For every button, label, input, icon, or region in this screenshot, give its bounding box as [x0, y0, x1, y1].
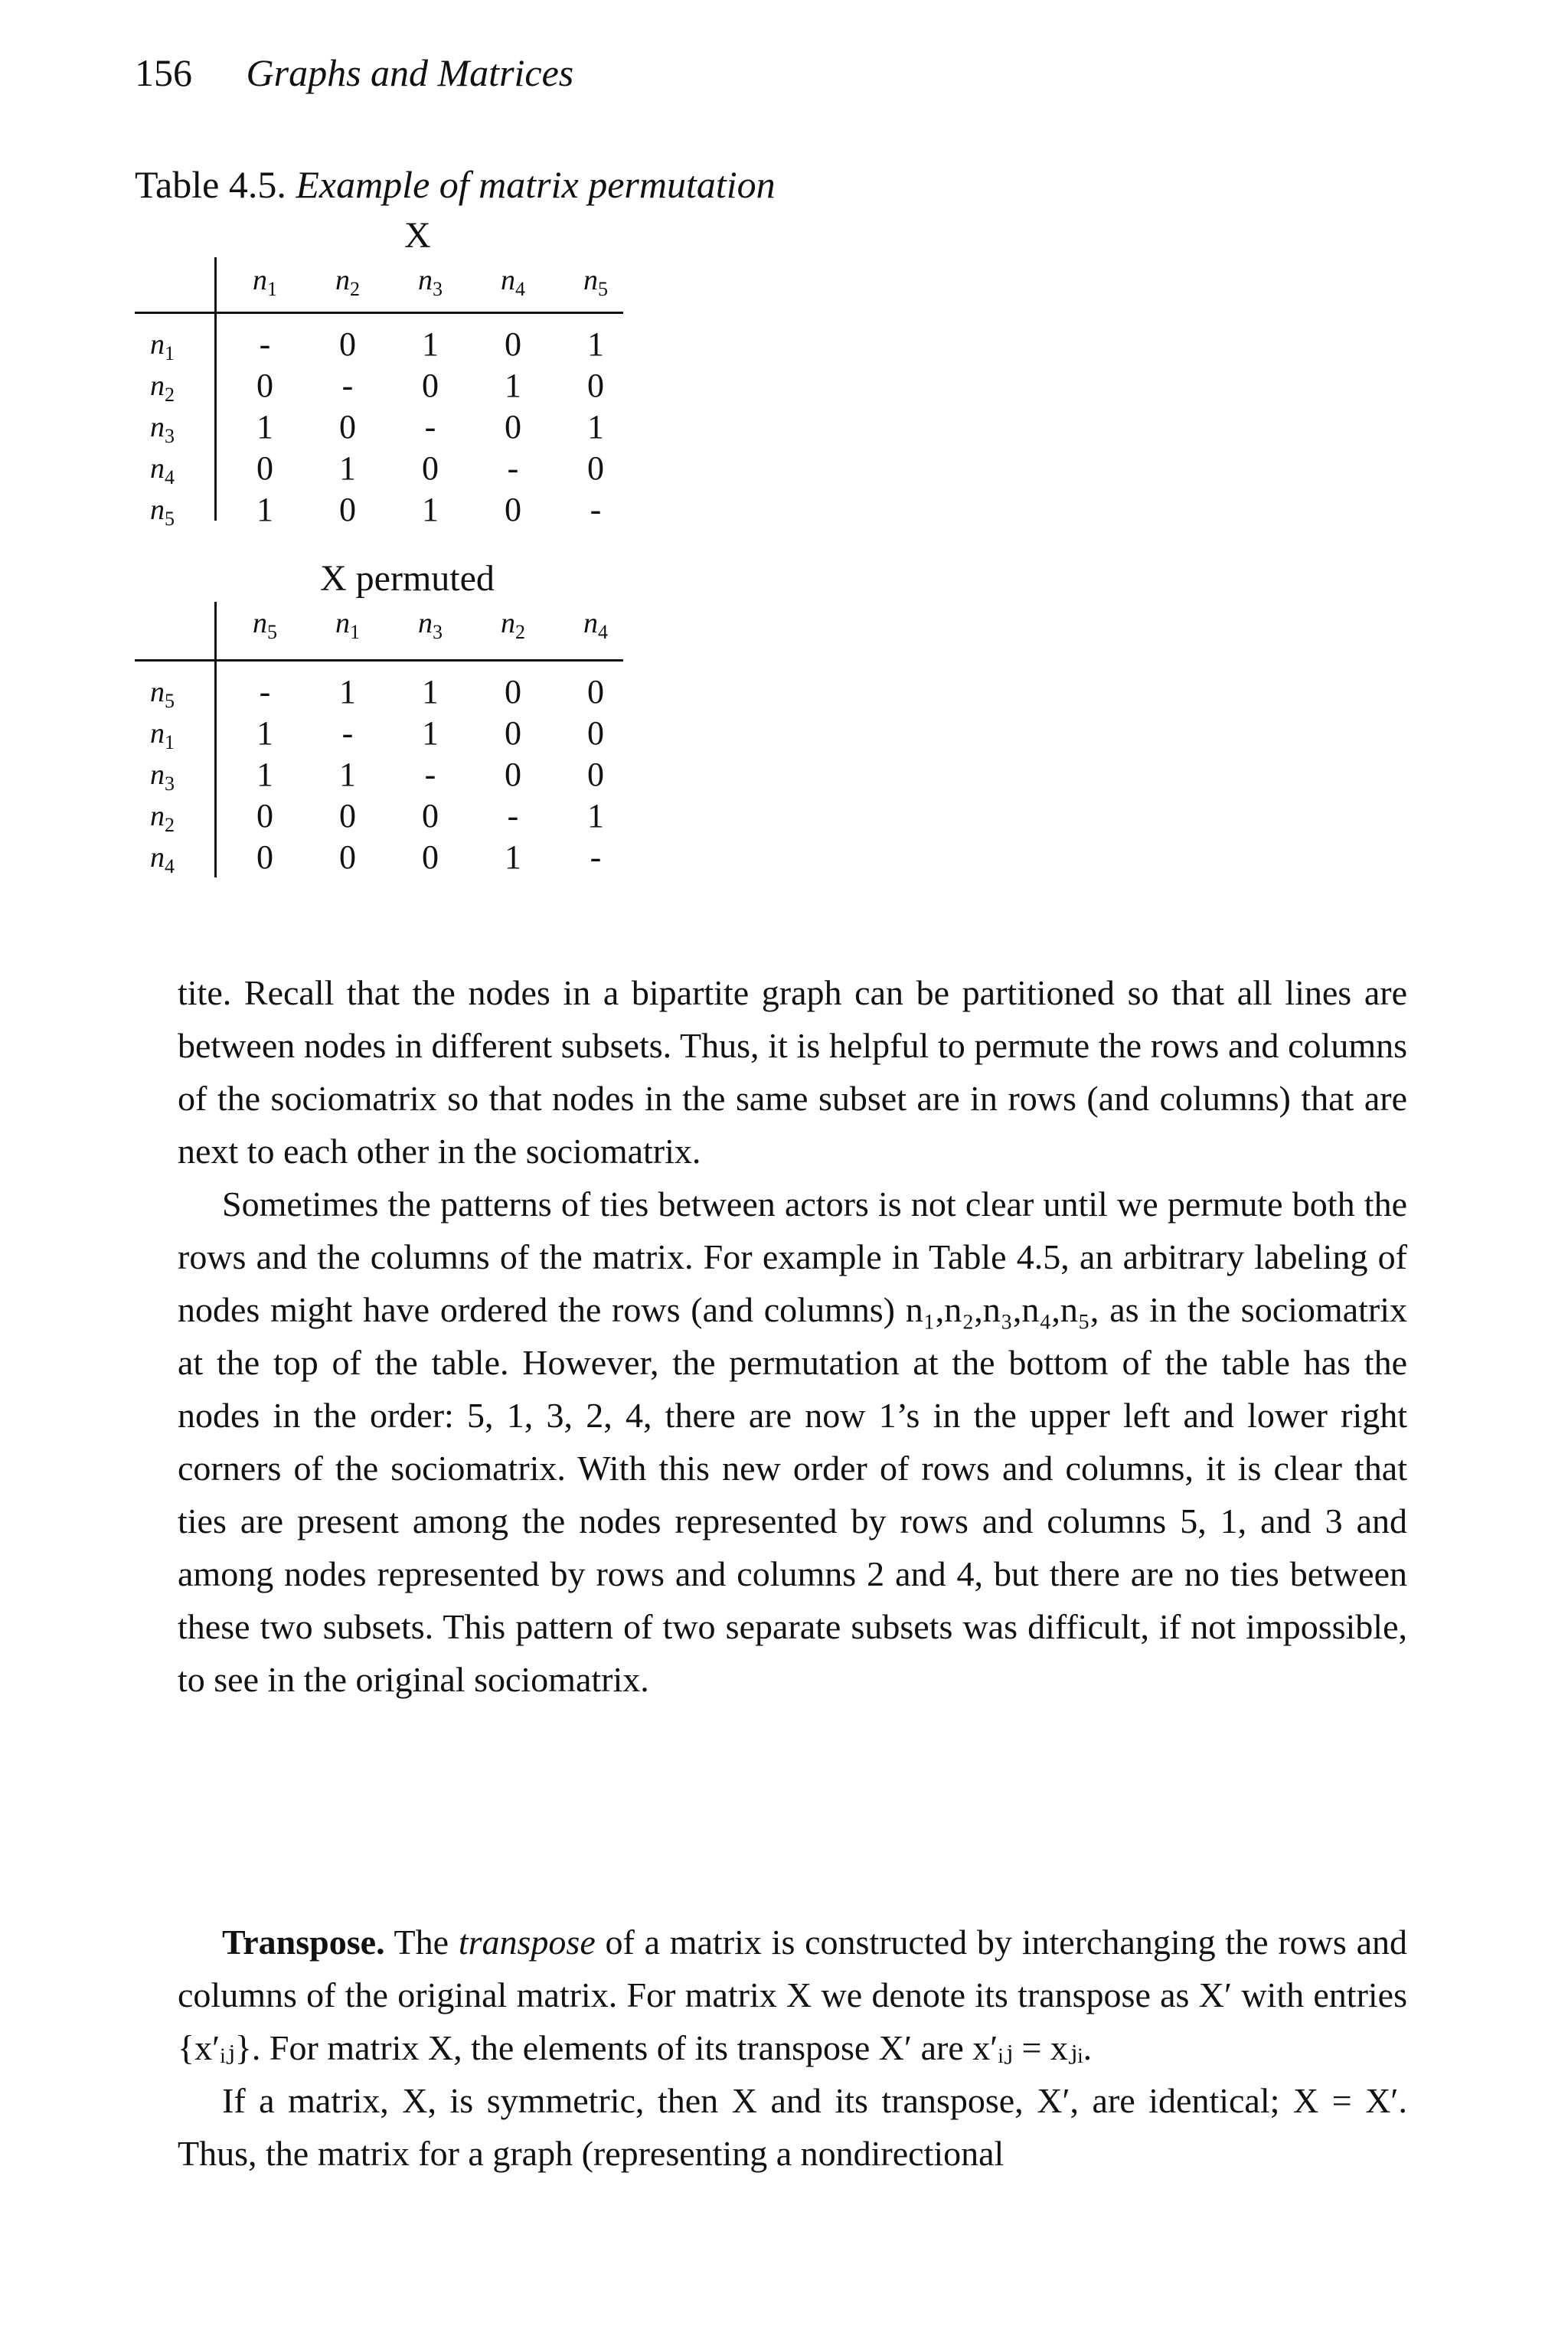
paragraph: If a matrix, X, is symmetric, then X and its transpose, X′, are identical; X = X′. Thus, the matrix for a graph (representing a nondirectional [178, 2081, 1407, 2173]
matrix-cell: 1 [339, 673, 356, 711]
row-label: $n_4$ [150, 841, 175, 877]
matrix-cell: - [259, 673, 271, 711]
column-header: $n_3$ [418, 264, 443, 300]
matrix-cell: 0 [422, 367, 439, 404]
column-header: $n_2$ [501, 607, 525, 643]
matrix-cell: 0 [587, 714, 604, 752]
matrix-cell: 0 [505, 491, 521, 528]
matrix-cell: 0 [587, 449, 604, 487]
matrix-cell: 1 [587, 408, 604, 446]
row-label: $n_2$ [150, 800, 175, 836]
text-run: of a matrix is constructed by interchanging the rows and columns of the original matrix. For matrix X we denote its transpose as X′ with entries {x′ᵢⱼ}. For matrix X, the elements of its transpose X′ are x′ᵢⱼ = xⱼᵢ. [178, 1923, 1407, 2067]
row-label: $n_4$ [150, 452, 175, 488]
matrix-cell: 0 [422, 838, 439, 876]
matrix-cell: - [341, 714, 354, 752]
matrix-cell: 1 [422, 673, 439, 711]
matrix-cell: 1 [256, 756, 273, 793]
matrix-cell: - [507, 797, 519, 835]
column-header: $n_4$ [501, 264, 525, 300]
matrix-cell: - [424, 408, 436, 446]
paragraph [178, 1916, 1407, 2074]
row-label: $n_3$ [150, 759, 175, 795]
matrix-divider-horizontal [135, 312, 623, 314]
table-caption [135, 162, 776, 207]
matrix-cell: - [259, 325, 271, 363]
page-header [135, 51, 573, 95]
matrix-cell: 0 [339, 797, 356, 835]
row-label: $n_2$ [150, 370, 175, 406]
body-text [178, 966, 1407, 1706]
matrix-cell: - [590, 491, 602, 528]
column-header: $n_5$ [253, 607, 277, 643]
matrix-cell: - [424, 756, 436, 793]
matrix-divider-vertical [214, 602, 217, 877]
table-caption-title: Example of matrix permutation [296, 163, 776, 206]
matrix-cell: 1 [422, 714, 439, 752]
column-header: $n_1$ [253, 264, 277, 300]
matrix-cell: 1 [339, 449, 356, 487]
column-header: $n_1$ [335, 607, 360, 643]
matrix-cell: 0 [505, 325, 521, 363]
matrix-cell: 0 [587, 367, 604, 404]
column-header: $n_4$ [583, 607, 608, 643]
row-label: $n_5$ [150, 676, 175, 712]
column-header: $n_5$ [583, 264, 608, 300]
matrix-cell: 1 [422, 325, 439, 363]
matrix-title: X permuted [320, 558, 495, 599]
table-caption-label: Table 4.5. [135, 163, 286, 206]
matrix-cell: 1 [256, 491, 273, 528]
matrix-cell: 0 [505, 756, 521, 793]
column-header: $n_3$ [418, 607, 443, 643]
matrix-cell: 1 [505, 367, 521, 404]
matrix-cell: 0 [339, 408, 356, 446]
row-label: $n_1$ [150, 328, 175, 364]
matrix-cell: 0 [422, 797, 439, 835]
matrix-divider-vertical [214, 257, 217, 521]
page-number: 156 [135, 51, 192, 94]
row-label: $n_1$ [150, 717, 175, 753]
matrix-cell: 0 [422, 449, 439, 487]
matrix-cell: 1 [422, 491, 439, 528]
matrix-cell: 0 [256, 449, 273, 487]
matrix-cell: 0 [339, 838, 356, 876]
matrix-cell: 1 [256, 408, 273, 446]
text-run: The [394, 1923, 449, 1962]
matrix-cell: 0 [505, 673, 521, 711]
transpose-section [178, 1916, 1407, 2180]
row-label: $n_3$ [150, 411, 175, 447]
matrix-divider-horizontal [135, 659, 623, 662]
matrix-cell: 0 [256, 838, 273, 876]
matrix-cell: - [507, 449, 519, 487]
matrix-cell: 0 [339, 491, 356, 528]
matrix-title: X [404, 215, 431, 256]
matrix-cell: - [341, 367, 354, 404]
paragraph: tite. Recall that the nodes in a bipartite graph can be partitioned so that all lines are between nodes in different subsets. Thus, it is helpful to permute the rows and columns of the sociomatrix so that nodes in the same subset are in rows (and columns) that are next to each other in the sociomatrix. [178, 973, 1407, 1171]
matrix-cell: 0 [256, 367, 273, 404]
matrix-cell: 0 [505, 714, 521, 752]
matrix-cell: 0 [339, 325, 356, 363]
matrix-cell: 1 [339, 756, 356, 793]
matrix-cell: 0 [587, 673, 604, 711]
row-label: $n_5$ [150, 494, 175, 530]
paragraph: Sometimes the patterns of ties between actors is not clear until we permute both the rows and the columns of the matrix. For example in Table 4.5, an arbitrary labeling of nodes might have ordered the rows (and columns) n₁,n₂,n₃,n₄,n₅, as in the sociomatrix at the top of the table. However, the permutation at the bottom of the table has the nodes in the order: 5, 1, 3, 2, 4, there are now 1’s in the upper left and lower right corners of the sociomatrix. With this new order of rows and columns, it is clear that ties are present among the nodes represented by rows and columns 5, 1, and 3 and among nodes represented by rows and columns 2 and 4, but there are no ties between these two subsets. This pattern of two separate subsets was difficult, if not impossible, to see in the original sociomatrix. [178, 1184, 1407, 1699]
matrix-cell: 1 [505, 838, 521, 876]
column-header: $n_2$ [335, 264, 360, 300]
matrix-cell: 1 [256, 714, 273, 752]
matrix-cell: 0 [505, 408, 521, 446]
matrix-cell: 0 [587, 756, 604, 793]
matrix-cell: 1 [587, 797, 604, 835]
section-heading: Transpose. [222, 1923, 385, 1962]
matrix-cell: - [590, 838, 602, 876]
matrix-cell: 0 [256, 797, 273, 835]
emphasized-term: transpose [458, 1923, 596, 1962]
running-title: Graphs and Matrices [246, 51, 574, 94]
matrix-cell: 1 [587, 325, 604, 363]
